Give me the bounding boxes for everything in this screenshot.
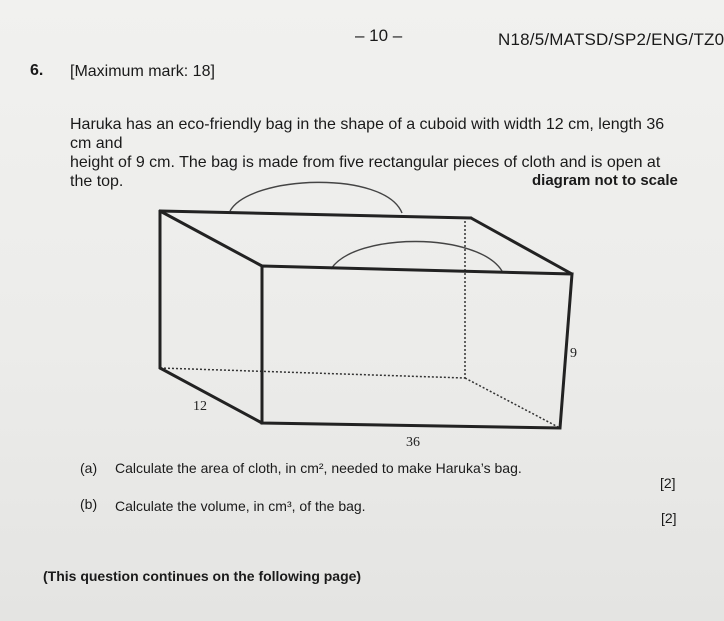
back-handle <box>230 182 402 213</box>
part-b-text: Calculate the volume, in cm³, of the bag. <box>115 498 366 514</box>
length-label: 36 <box>406 435 420 450</box>
question-stem-line-2: height of 9 cm. The bag is made from five rectangular pieces of cloth and is open at the top. <box>70 154 661 190</box>
hidden-edge-bottom-right <box>465 378 560 428</box>
part-a-marks: [2] <box>660 475 676 491</box>
edge-top-left <box>160 211 262 266</box>
front-handle <box>331 241 502 271</box>
hidden-edge-bottom-back <box>160 368 465 378</box>
part-a-text: Calculate the area of cloth, in cm², needed to make Haruka’s bag. <box>115 460 522 476</box>
paper-code: N18/5/MATSD/SP2/ENG/TZ0 <box>498 30 724 49</box>
front-face-outline <box>262 266 572 428</box>
continues-note: (This question continues on the following page) <box>43 568 362 584</box>
part-b-label: (b) <box>80 496 98 512</box>
question-stem-line-1: Haruka has an eco-friendly bag in the shape of a cuboid with width 12 cm, length 36 cm and <box>70 116 665 152</box>
edge-top-back <box>160 211 471 218</box>
diagram-note: diagram not to scale <box>532 172 678 189</box>
page-number: – 10 – <box>355 26 403 45</box>
part-a-label: (a) <box>80 460 98 476</box>
width-label: 12 <box>193 399 207 414</box>
edge-top-right <box>471 218 572 274</box>
maximum-mark: [Maximum mark: 18] <box>70 63 215 80</box>
part-b-marks: [2] <box>661 510 677 526</box>
question-number: 6. <box>30 62 44 79</box>
edge-bottom-left <box>160 368 262 423</box>
height-label: 9 <box>570 346 577 361</box>
